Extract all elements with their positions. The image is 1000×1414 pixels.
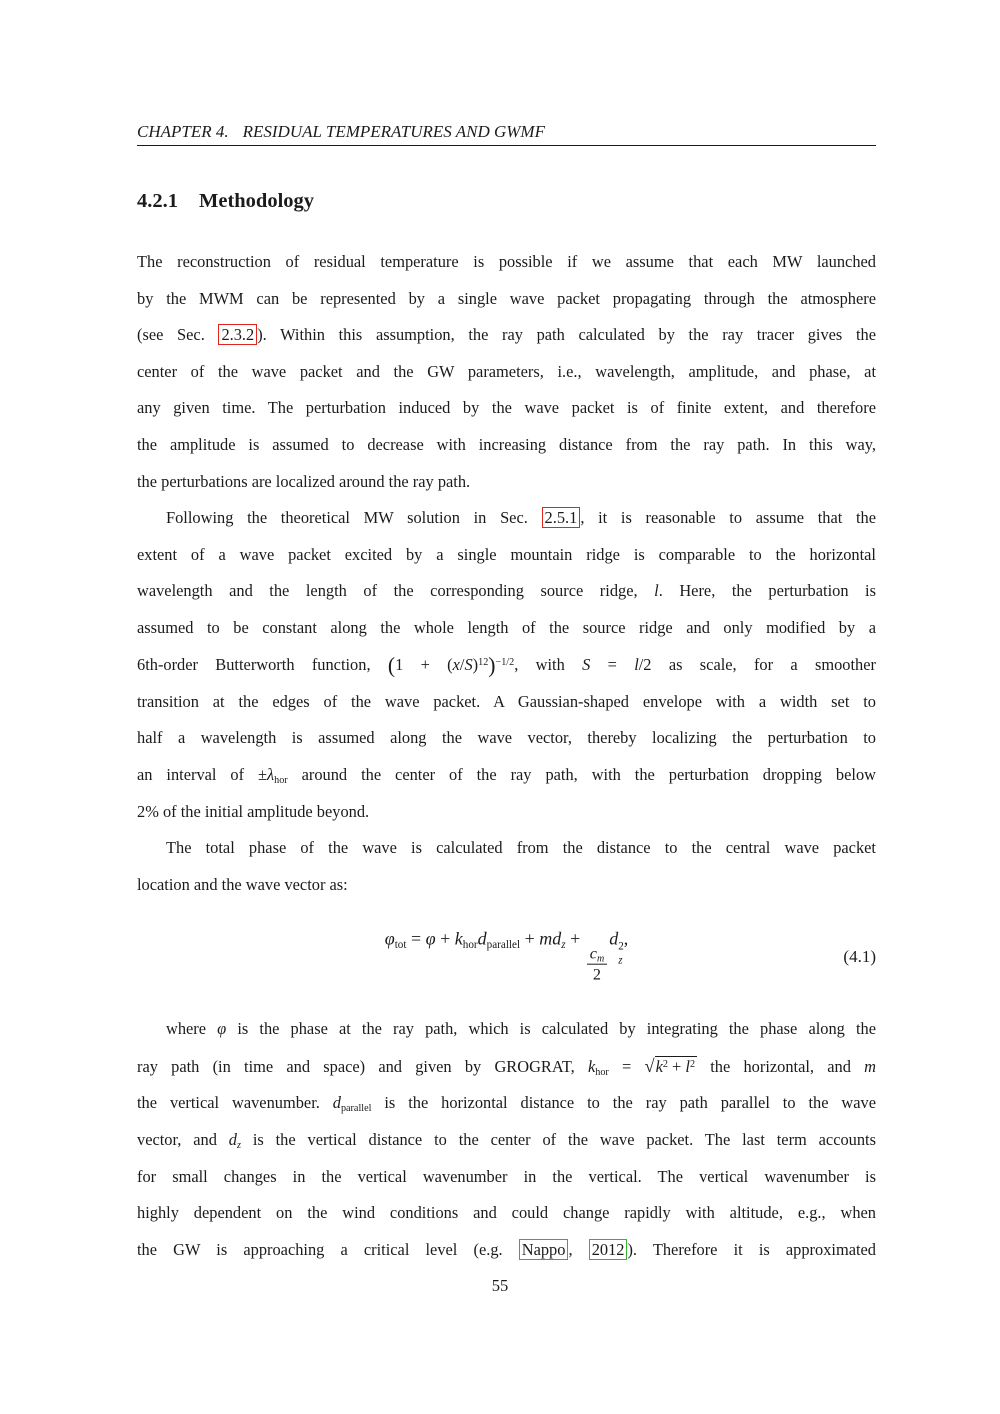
text-line bbox=[137, 647, 876, 684]
citation-2012[interactable]: 2012 bbox=[589, 1239, 628, 1260]
superscript: 2 bbox=[618, 940, 624, 953]
running-header-chapter: CHAPTER 4. bbox=[137, 122, 229, 141]
text-segment: (see Sec. bbox=[137, 325, 219, 345]
subscript: hor bbox=[595, 1066, 609, 1078]
text-segment: . Here, the perturbation is bbox=[658, 581, 876, 601]
text-segment: 1 + ( bbox=[395, 654, 453, 674]
text-segment: Following the theoretical MW solution in Sec. bbox=[166, 508, 542, 528]
fraction-denominator bbox=[593, 965, 601, 985]
text-segment: = bbox=[406, 928, 426, 949]
subscript: z bbox=[561, 939, 566, 952]
text-segment: center of the wave packet and the GW parameters, i.e., wavelength, amplitude, and phase, at bbox=[137, 361, 876, 381]
text-segment: l bbox=[685, 1056, 690, 1076]
text-segment: + bbox=[520, 928, 540, 949]
section-number: 4.2.1 bbox=[137, 190, 178, 212]
text-segment: d bbox=[552, 928, 562, 949]
text-line bbox=[137, 610, 876, 647]
fraction-numerator bbox=[587, 945, 607, 965]
text-line bbox=[137, 1122, 876, 1159]
text-segment: φ bbox=[217, 1019, 227, 1039]
subscript: tot bbox=[394, 939, 407, 952]
text-segment: d bbox=[228, 1130, 237, 1150]
equation-4-1 bbox=[137, 903, 876, 1011]
text-line bbox=[137, 1011, 876, 1048]
text-segment: = bbox=[590, 654, 635, 674]
text-segment: The reconstruction of residual temperature is possible if we assume that each MW launched bbox=[137, 252, 876, 271]
text-segment: vector, and bbox=[137, 1130, 229, 1150]
text-segment: k bbox=[454, 928, 463, 949]
text-segment: ) bbox=[488, 653, 496, 678]
text-segment: /2 as scale, for a smoother bbox=[638, 654, 876, 674]
text-segment: is the vertical distance to the center of the wave packet. The last term accounts bbox=[240, 1130, 876, 1150]
text-segment: d bbox=[332, 1093, 341, 1113]
text-line bbox=[137, 684, 876, 721]
text-segment: c bbox=[589, 944, 597, 963]
text-line bbox=[137, 390, 876, 427]
superscript: −1/2 bbox=[495, 656, 515, 668]
text-segment: the horizontal, and bbox=[697, 1056, 865, 1076]
subscript: m bbox=[596, 953, 605, 965]
text-segment: + bbox=[435, 928, 455, 949]
subscript: parallel bbox=[486, 939, 521, 952]
text-segment: k bbox=[587, 1056, 596, 1076]
text-segment: d bbox=[609, 928, 619, 949]
text-line bbox=[137, 1048, 876, 1086]
text-line bbox=[137, 794, 876, 831]
text-line bbox=[137, 281, 876, 318]
text-segment: λ bbox=[267, 764, 275, 784]
text-segment: ) bbox=[472, 654, 479, 674]
subscript: hor bbox=[462, 939, 478, 952]
text-segment: = bbox=[608, 1056, 645, 1076]
text-segment: x bbox=[452, 654, 460, 674]
section-ref-2-5-1[interactable]: 2.5.1 bbox=[542, 507, 581, 528]
text-segment: is the horizontal distance to the ray path parallel to the wave bbox=[371, 1093, 876, 1113]
text-line bbox=[137, 1195, 876, 1232]
text-segment: by the MWM can be represented by a single wave packet propagating through the atmosphere bbox=[137, 288, 876, 308]
equation-number: (4.1) bbox=[843, 947, 876, 967]
text-segment: φ bbox=[384, 928, 395, 949]
text-segment: k bbox=[655, 1056, 663, 1076]
paragraph bbox=[137, 500, 876, 830]
text-line bbox=[137, 500, 876, 537]
header-rule bbox=[137, 145, 876, 146]
text-block bbox=[137, 0, 876, 1268]
text-line bbox=[137, 244, 876, 281]
text-line bbox=[137, 1085, 876, 1122]
text-segment: any given time. The perturbation induced by the wave packet is of finite extent, and therefore bbox=[137, 398, 876, 418]
text-segment: the amplitude is assumed to decrease with increasing distance from the ray path. In this way, bbox=[137, 434, 876, 454]
radical-sign: √ bbox=[644, 1055, 655, 1076]
running-header-title: RESIDUAL TEMPERATURES AND GWMF bbox=[242, 122, 545, 141]
text-segment: φ bbox=[425, 928, 436, 949]
text-line bbox=[137, 867, 876, 904]
text-segment: location and the wave vector as: bbox=[137, 874, 348, 894]
text-segment: for small changes in the vertical wavenumber in the vertical. The vertical wavenumber is bbox=[137, 1166, 876, 1186]
text-line bbox=[137, 537, 876, 574]
text-segment: m bbox=[539, 928, 553, 949]
subscript: z bbox=[237, 1139, 241, 1151]
square-root bbox=[644, 1057, 697, 1076]
radicand bbox=[655, 1056, 697, 1078]
superscript: 12 bbox=[478, 656, 489, 668]
text-segment: half a wavelength is assumed along the wave vector, thereby localizing the perturbation to bbox=[137, 728, 876, 748]
text-line bbox=[137, 830, 876, 867]
text-segment: / bbox=[459, 654, 465, 674]
text-segment: 6th-order Butterworth function, bbox=[137, 654, 388, 674]
subscript: parallel bbox=[340, 1103, 372, 1115]
text-line bbox=[137, 354, 876, 391]
page-number: 55 bbox=[491, 1276, 509, 1295]
text-segment: the GW is approaching a critical level (e.g. bbox=[137, 1239, 519, 1259]
section-title: Methodology bbox=[199, 190, 315, 212]
text-segment: , bbox=[568, 1239, 589, 1259]
running-header bbox=[137, 121, 876, 143]
text-segment: , with bbox=[514, 654, 583, 674]
text-line bbox=[137, 1232, 876, 1269]
citation-nappo[interactable]: Nappo bbox=[519, 1239, 569, 1260]
text-segment: m bbox=[864, 1056, 876, 1076]
paragraph bbox=[137, 1011, 876, 1268]
text-segment: extent of a wave packet excited by a single mountain ridge is comparable to the horizontal bbox=[137, 544, 876, 564]
text-segment: ray path (in time and space) and given by GROGRAT, bbox=[137, 1056, 588, 1076]
text-segment: , it is reasonable to assume that the bbox=[580, 508, 876, 528]
text-line bbox=[137, 573, 876, 610]
text-segment: The total phase of the wave is calculated from the distance to the central wave packet bbox=[166, 838, 876, 858]
text-segment: d bbox=[477, 928, 487, 949]
text-segment: is the phase at the ray path, which is calculated by integrating the phase along the bbox=[226, 1019, 876, 1039]
section-ref-2-3-2[interactable]: 2.3.2 bbox=[218, 324, 257, 345]
superscript: 2 bbox=[662, 1058, 668, 1070]
paragraph bbox=[137, 244, 876, 500]
text-segment: , bbox=[623, 928, 629, 949]
text-segment: the vertical wavenumber. bbox=[137, 1093, 333, 1113]
text-segment: l bbox=[634, 654, 639, 674]
text-segment: S bbox=[464, 654, 473, 674]
subscript: z bbox=[618, 954, 623, 967]
text-segment: highly dependent on the wind conditions and could change rapidly with altitude, e.g., when bbox=[137, 1203, 876, 1223]
text-segment: where bbox=[166, 1019, 218, 1039]
text-segment: l bbox=[654, 581, 659, 601]
text-segment: transition at the edges of the wave packet. A Gaussian-shaped envelope with a width set to bbox=[137, 691, 876, 711]
text-line bbox=[137, 720, 876, 757]
text-line bbox=[137, 464, 876, 501]
text-segment: + bbox=[565, 928, 585, 949]
text-line bbox=[137, 757, 876, 794]
superscript: 2 bbox=[689, 1058, 696, 1070]
subscript: hor bbox=[274, 774, 288, 786]
text-segment: the perturbations are localized around the ray path. bbox=[137, 471, 471, 491]
text-segment: an interval of ± bbox=[137, 764, 268, 784]
text-line bbox=[137, 427, 876, 464]
paragraph bbox=[137, 830, 876, 903]
text-segment: S bbox=[582, 654, 591, 674]
text-segment: 2 bbox=[592, 966, 602, 985]
text-segment: + bbox=[667, 1056, 686, 1076]
text-segment: 2% of the initial amplitude beyond. bbox=[137, 801, 370, 821]
text-segment: ). Within this assumption, the ray path calculated by the ray tracer gives the bbox=[257, 325, 876, 345]
text-segment: assumed to be constant along the whole length of the source ridge and only modified by a bbox=[137, 617, 876, 637]
fraction bbox=[587, 945, 607, 986]
equation-content bbox=[137, 929, 876, 986]
text-segment: wavelength and the length of the corresponding source ridge, bbox=[137, 581, 655, 601]
text-line bbox=[137, 1159, 876, 1196]
text-segment: ). Therefore it is approximated bbox=[627, 1239, 876, 1259]
text-segment: ( bbox=[387, 653, 396, 678]
text-line bbox=[137, 317, 876, 354]
section-heading bbox=[137, 188, 876, 214]
text-segment: around the center of the ray path, with the perturbation dropping below bbox=[287, 764, 876, 784]
